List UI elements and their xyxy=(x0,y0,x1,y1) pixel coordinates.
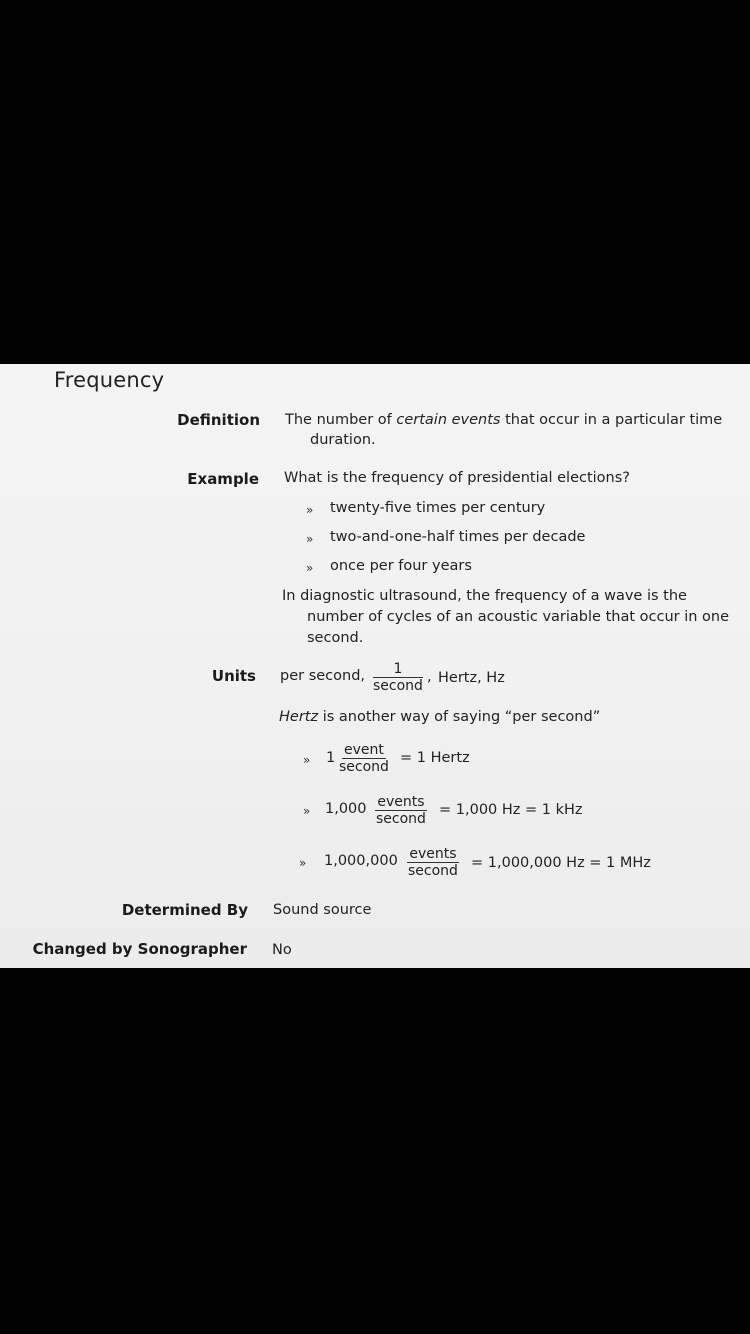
example-question: What is the frequency of presidential elections? xyxy=(284,470,630,486)
definition-text-line2: duration. xyxy=(310,432,376,448)
eq1-denominator: second xyxy=(339,759,389,775)
eq1-rhs: = 1 Hertz xyxy=(400,750,470,766)
example-item: two-and-one-half times per decade xyxy=(330,529,586,545)
units-suffix: Hertz, Hz xyxy=(438,670,505,686)
definition-text-italic: certain events xyxy=(396,412,501,428)
bullet-icon: » xyxy=(303,753,311,767)
changed-by-value: No xyxy=(272,942,292,958)
eq3-denominator: second xyxy=(408,863,458,879)
eq1-numerator: event xyxy=(344,742,384,758)
eq3-numerator: events xyxy=(409,846,457,862)
eq3-rhs: = 1,000,000 Hz = 1 MHz xyxy=(471,855,651,871)
determined-by-label: Determined By xyxy=(121,901,248,919)
eq2-numerator: events xyxy=(377,794,425,810)
ultrasound-note-line2: number of cycles of an acoustic variable that occur in one xyxy=(307,609,730,625)
fraction-denominator: second xyxy=(373,678,423,694)
bullet-icon: » xyxy=(306,503,314,517)
example-item: twenty-five times per century xyxy=(330,500,546,516)
units-label: Units xyxy=(211,667,256,685)
ultrasound-note-line3: second. xyxy=(307,630,364,646)
example-label: Example xyxy=(187,470,259,488)
definition-text xyxy=(285,412,722,428)
changed-by-label: Changed by Sonographer xyxy=(32,940,247,958)
eq3-fraction xyxy=(406,846,460,879)
eq1-coefficient: 1 xyxy=(326,750,336,766)
per-second-fraction xyxy=(371,661,425,694)
ultrasound-note-line1: In diagnostic ultrasound, the frequency of a wave is the xyxy=(282,588,687,604)
eq2-denominator: second xyxy=(376,811,426,827)
fraction-numerator: 1 xyxy=(373,661,423,678)
bullet-icon: » xyxy=(306,532,314,546)
hertz-italic: Hertz xyxy=(279,709,319,725)
units-prefix: per second, xyxy=(280,668,366,684)
example-item: once per four years xyxy=(330,558,472,574)
page-title: Frequency xyxy=(54,368,165,392)
definition-text-part1: The number of xyxy=(285,412,397,428)
eq2-fraction xyxy=(374,794,428,827)
eq3-coefficient: 1,000,000 xyxy=(324,853,398,869)
determined-by-value: Sound source xyxy=(273,902,372,918)
document-page xyxy=(0,364,750,968)
bullet-icon: » xyxy=(303,804,311,818)
bullet-icon: » xyxy=(306,561,314,575)
units-comma: , xyxy=(427,669,432,685)
eq2-rhs: = 1,000 Hz = 1 kHz xyxy=(439,802,583,818)
bullet-icon: » xyxy=(299,856,307,870)
hertz-explanation-rest: is another way of saying “per second” xyxy=(318,709,601,725)
hertz-explanation xyxy=(279,709,600,725)
eq1-fraction xyxy=(337,742,391,775)
definition-text-part2: that occur in a particular time xyxy=(500,412,723,428)
definition-label: Definition xyxy=(177,411,260,429)
eq2-coefficient: 1,000 xyxy=(325,801,367,817)
